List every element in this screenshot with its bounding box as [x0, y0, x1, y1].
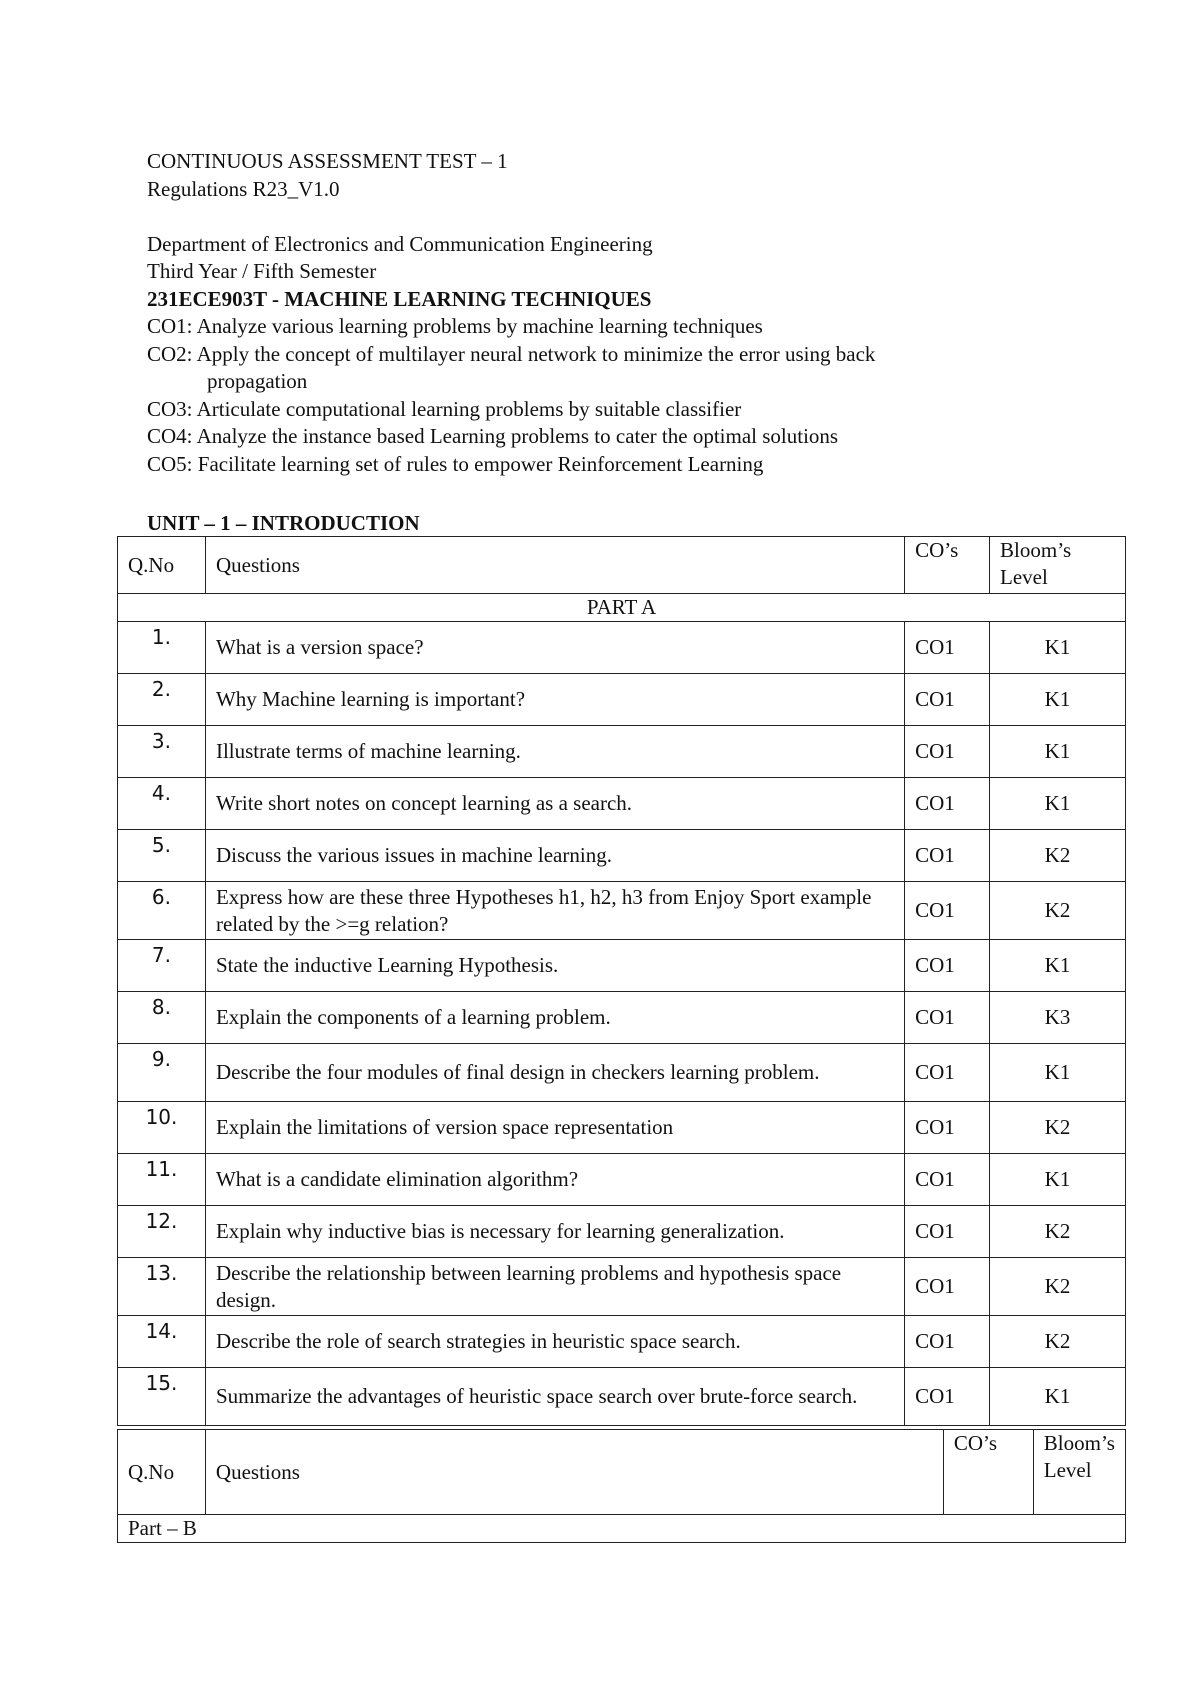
question-level: K1	[990, 1044, 1126, 1102]
table-row	[118, 622, 1126, 674]
question-number: 9.	[118, 1044, 206, 1102]
question-text: Describe the role of search strategies in heuristic space search.	[205, 1316, 904, 1368]
outcome-code: CO3:	[147, 396, 193, 421]
question-co: CO1	[905, 1044, 990, 1102]
question-co: CO1	[905, 1102, 990, 1154]
question-co: CO1	[905, 674, 990, 726]
question-co: CO1	[905, 1368, 990, 1426]
question-co: CO1	[905, 1206, 990, 1258]
outcome-co3	[147, 396, 875, 424]
question-co: CO1	[905, 778, 990, 830]
question-co: CO1	[905, 622, 990, 674]
table-row	[118, 940, 1126, 992]
question-text: Explain the limitations of version space representation	[205, 1102, 904, 1154]
question-text: Describe the four modules of final design in checkers learning problem.	[205, 1044, 904, 1102]
question-level: K2	[990, 882, 1126, 940]
table-row	[118, 830, 1126, 882]
header-cos: CO’s	[943, 1430, 1033, 1515]
outcome-text: Analyze various learning problems by machine learning techniques	[196, 314, 763, 338]
question-number: 15.	[118, 1368, 206, 1426]
header-blooms-level: Bloom’s Level	[990, 537, 1126, 594]
question-level: K2	[990, 830, 1126, 882]
question-number: 10.	[118, 1102, 206, 1154]
question-level: K1	[990, 940, 1126, 992]
header-qno: Q.No	[118, 537, 206, 594]
question-co: CO1	[905, 1316, 990, 1368]
part-a-questions-table	[117, 536, 1126, 1426]
question-text: Why Machine learning is important?	[205, 674, 904, 726]
question-number: 4.	[118, 778, 206, 830]
table-row	[118, 1258, 1126, 1316]
header-blooms-level: Bloom’s Level	[1033, 1430, 1125, 1515]
outcome-co2	[147, 341, 875, 369]
question-number: 14.	[118, 1316, 206, 1368]
question-number: 3.	[118, 726, 206, 778]
table-row	[118, 1044, 1126, 1102]
unit-title: UNIT – 1 – INTRODUCTION	[147, 511, 420, 535]
question-co: CO1	[905, 882, 990, 940]
table-header-row	[118, 1430, 1126, 1515]
course-title: 231ECE903T - MACHINE LEARNING TECHNIQUES	[147, 286, 652, 311]
table-row	[118, 1206, 1126, 1258]
table-row	[118, 1316, 1126, 1368]
question-level: K1	[990, 622, 1126, 674]
question-text: State the inductive Learning Hypothesis.	[205, 940, 904, 992]
question-text: Explain the components of a learning problem.	[205, 992, 904, 1044]
question-text: Explain why inductive bias is necessary for learning generalization.	[205, 1206, 904, 1258]
question-text: Describe the relationship between learning problems and hypothesis space design.	[205, 1258, 904, 1316]
table-header-row	[118, 537, 1126, 594]
question-level: K1	[990, 726, 1126, 778]
outcome-co1	[147, 313, 875, 341]
question-number: 7.	[118, 940, 206, 992]
question-text: What is a candidate elimination algorithm?	[205, 1154, 904, 1206]
outcome-text: Analyze the instance based Learning problems to cater the optimal solutions	[196, 424, 839, 448]
question-number: 5.	[118, 830, 206, 882]
document-header	[147, 148, 875, 478]
question-co: CO1	[905, 1154, 990, 1206]
part-b-row	[118, 1515, 1126, 1543]
question-level: K1	[990, 778, 1126, 830]
question-co: CO1	[905, 1258, 990, 1316]
question-text: What is a version space?	[205, 622, 904, 674]
header-questions: Questions	[205, 537, 904, 594]
outcome-co2-continued: propagation	[207, 369, 308, 393]
table-row	[118, 726, 1126, 778]
part-a-row	[118, 594, 1126, 622]
question-level: K2	[990, 1102, 1126, 1154]
table-row	[118, 674, 1126, 726]
question-number: 11.	[118, 1154, 206, 1206]
outcome-text: Articulate computational learning problems by suitable classifier	[196, 396, 742, 421]
question-number: 13.	[118, 1258, 206, 1316]
question-text: Discuss the various issues in machine learning.	[205, 830, 904, 882]
question-text: Express how are these three Hypotheses h1, h2, h3 from Enjoy Sport example related by the >=g relation?	[205, 882, 904, 940]
outcome-code: CO1:	[147, 314, 193, 338]
table-row	[118, 1154, 1126, 1206]
header-cos: CO’s	[905, 537, 990, 594]
year-semester: Third Year / Fifth Semester	[147, 259, 377, 283]
outcome-text: Apply the concept of multilayer neural network to minimize the error using back	[196, 341, 876, 366]
table-row	[118, 1102, 1126, 1154]
outcome-code: CO2:	[147, 341, 193, 366]
test-title: CONTINUOUS ASSESSMENT TEST – 1	[147, 149, 508, 173]
question-text: Summarize the advantages of heuristic space search over brute-force search.	[205, 1368, 904, 1426]
outcome-code: CO4:	[147, 424, 193, 448]
question-co: CO1	[905, 726, 990, 778]
question-text: Write short notes on concept learning as a search.	[205, 778, 904, 830]
question-number: 6.	[118, 882, 206, 940]
question-level: K1	[990, 1368, 1126, 1426]
question-level: K1	[990, 1154, 1126, 1206]
outcome-co4	[147, 423, 875, 451]
department: Department of Electronics and Communication Engineering	[147, 231, 653, 256]
question-text: Illustrate terms of machine learning.	[205, 726, 904, 778]
question-number: 8.	[118, 992, 206, 1044]
part-a-label: PART A	[118, 594, 1126, 622]
outcome-text: Facilitate learning set of rules to empower Reinforcement Learning	[197, 451, 764, 476]
question-level: K2	[990, 1206, 1126, 1258]
table-row	[118, 992, 1126, 1044]
table-row	[118, 778, 1126, 830]
table-row	[118, 882, 1126, 940]
question-level: K2	[990, 1258, 1126, 1316]
outcome-co5	[147, 451, 875, 479]
outcome-code: CO5:	[147, 451, 193, 476]
part-b-label: Part – B	[118, 1515, 1126, 1543]
header-qno: Q.No	[118, 1430, 206, 1515]
part-b-questions-table	[117, 1429, 1126, 1543]
regulations: Regulations R23_V1.0	[147, 176, 340, 201]
question-number: 1.	[118, 622, 206, 674]
question-co: CO1	[905, 992, 990, 1044]
question-co: CO1	[905, 940, 990, 992]
header-questions: Questions	[205, 1430, 943, 1515]
question-level: K3	[990, 992, 1126, 1044]
table-row	[118, 1368, 1126, 1426]
question-number: 2.	[118, 674, 206, 726]
question-co: CO1	[905, 830, 990, 882]
question-level: K2	[990, 1316, 1126, 1368]
question-number: 12.	[118, 1206, 206, 1258]
question-level: K1	[990, 674, 1126, 726]
